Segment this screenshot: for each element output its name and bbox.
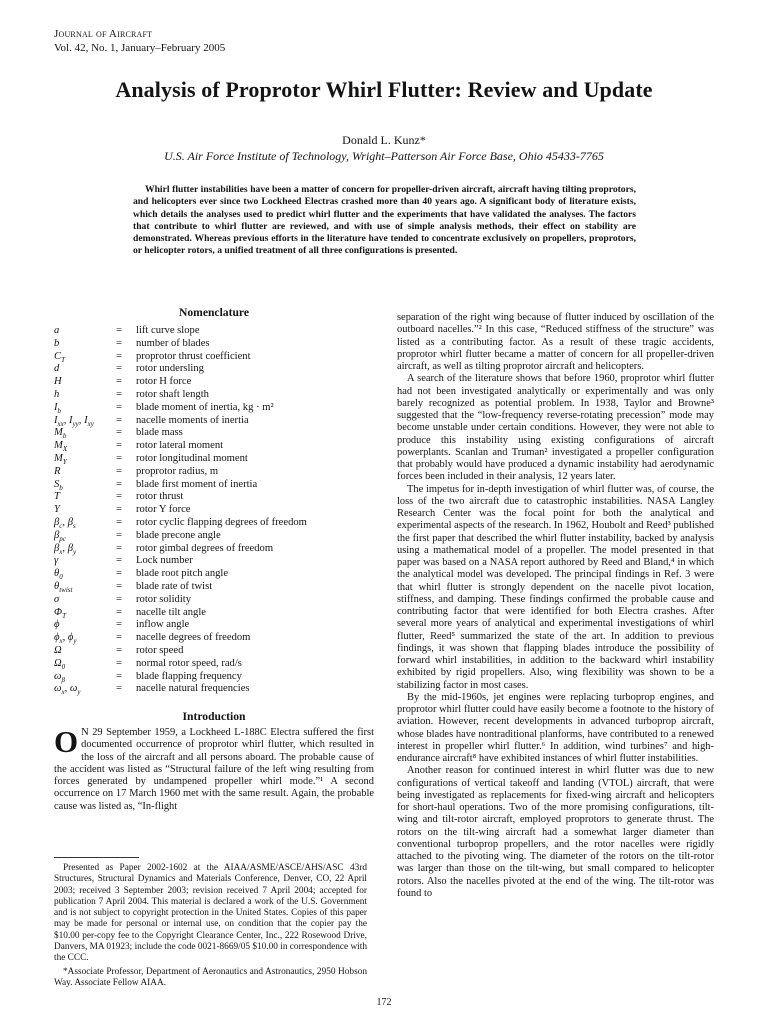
- nomenclature-symbol: h: [54, 388, 60, 400]
- nomenclature-equals: =: [116, 555, 122, 567]
- abstract: Whirl flutter instabilities have been a matter of concern for propeller-driven aircraft, aircraft having tilting proprotors, and helicopters ever since two Lockheed Electras crashed more than 40 years ago. A significant body of literature exists, which details the analyses used to predict whirl flutter and the experiments that have validated the analyses. The factors that contribute to whirl flutter are reviewed, and with use of simple analysis methods, their effect on stability are demonstrated. Whereas previous efforts in the literature have tended to concentrate exclusively on propellers, proprotors, or helicopter rotors, a unified treatment of all three configurations is presented.: [133, 184, 636, 257]
- nomenclature-equals: =: [116, 465, 122, 477]
- nomenclature-row: [54, 543, 374, 556]
- nomenclature-equals: =: [116, 414, 122, 426]
- nomenclature-row: [54, 402, 374, 415]
- nomenclature-definition: rotor longitudinal moment: [136, 452, 248, 464]
- nomenclature-definition: blade moment of inertia, kg · m²: [136, 401, 274, 413]
- nomenclature-symbol: σ: [54, 593, 60, 605]
- right-paragraph-2: A search of the literature shows that before 1960, proprotor whirl flutter had not been investigated analytically or experimentally and was only barely recognized as potential problem. In 1938, Taylor and Browne³ suggested that the “low-frequency reverse-rotating precession” mode may become unstable under certain conditions. However, they were not able to produce this instability using existing configurations of aircraft powerplants. Scanlan and Truman² investigated a propeller configuration that probably would have produced a dynamic instability had aerodynamic forces been included in their analysis, 12 years later.: [397, 373, 714, 483]
- nomenclature-symbol: R: [54, 465, 61, 477]
- nomenclature-definition: rotor shaft length: [136, 388, 209, 400]
- nomenclature-row: [54, 504, 374, 517]
- nomenclature-row: [54, 363, 374, 376]
- nomenclature-row: [54, 415, 374, 428]
- journal-header: [54, 27, 225, 55]
- nomenclature-equals: =: [116, 337, 122, 349]
- nomenclature-row: [54, 427, 374, 440]
- nomenclature-equals: =: [116, 350, 122, 362]
- nomenclature-symbol: $\beta_{pc}$: [54, 529, 66, 543]
- nomenclature-definition: normal rotor speed, rad/s: [136, 657, 242, 669]
- nomenclature-row: [54, 325, 374, 338]
- introduction-paragraph-1: [54, 724, 374, 813]
- nomenclature-symbol: Y: [54, 504, 60, 516]
- nomenclature-equals: =: [116, 568, 122, 580]
- nomenclature-definition: proprotor thrust coefficient: [136, 350, 251, 362]
- nomenclature-symbol: $\beta_x$, $\beta_y$: [54, 542, 77, 556]
- nomenclature-definition: rotor cyclic flapping degrees of freedom: [136, 516, 307, 528]
- nomenclature-row: [54, 658, 374, 671]
- nomenclature-row: [54, 517, 374, 530]
- nomenclature-definition: blade flapping frequency: [136, 670, 242, 682]
- nomenclature-definition: nacelle natural frequencies: [136, 683, 250, 695]
- nomenclature-definition: rotor solidity: [136, 593, 192, 605]
- nomenclature-symbol: $\phi_x$, $\phi_y$: [54, 632, 77, 646]
- nomenclature-definition: rotor gimbal degrees of freedom: [136, 542, 274, 554]
- nomenclature-equals: =: [116, 491, 122, 503]
- nomenclature-definition: rotor undersling: [136, 363, 204, 375]
- nomenclature-symbol: $\beta_c$, $\beta_s$: [54, 516, 76, 531]
- nomenclature-equals: =: [116, 388, 122, 400]
- nomenclature-definition: nacelle tilt angle: [136, 606, 207, 618]
- right-paragraph-4: By the mid-1960s, jet engines were replacing turboprop engines, and proprotor whirl flutter could have easily become a footnote to the history of aviation. However, recent developments in advanced turboprop aircraft, whose blades have nontraditional planforms, have contributed to a renewed interest in propeller whirl flutter.⁶ In addition, wind turbines⁷ and high-endurance aircraft⁸ have exhibited instances of whirl flutter instabilities.: [397, 691, 714, 764]
- nomenclature-symbol: $M_X$: [54, 440, 68, 454]
- nomenclature-symbol: $I_b$: [54, 401, 62, 415]
- footnote-received: Presented as Paper 2002-1602 at the AIAA/ASME/ASCE/AHS/ASC 43rd Structures, Structural Dynamics and Materials Conference, Denver, CO, 22 April 2003; received 3 September 2003; revision received 7 April 2004; accepted for publication 7 April 2004. This material is declared a work of the U.S. Government and is not subject to copyright protection in the United States. Copies of this paper may be made for personal or internal use, on condition that the copier pay the $10.00 per-copy fee to the Copyright Clearance Center, Inc., 222 Rosewood Drive, Danvers, MA 01923; include the code 0021-8669/05 $10.00 in correspondence with the CCC.: [54, 863, 367, 964]
- right-column: [397, 312, 714, 900]
- nomenclature-row: [54, 568, 374, 581]
- nomenclature-symbol: a: [54, 325, 60, 336]
- nomenclature-row: [54, 645, 374, 658]
- right-paragraph-3: The impetus for in-depth investigation of whirl flutter was, of course, the loss of the two aircraft due to catastrophic instabilities. NASA Langley Research Center was the focal point for both the analytical and experimental aspects of the research. In 1962, Houbolt and Reed³ published the first paper that described the whirl flutter instability, backed by analysis using a mathematical model of a propeller. The model presented in that paper was based on a NASA report authored by Reed and Bland,⁴ in which the analytical model was developed. The principal findings in Ref. 3 were that whirl flutter is strongly dependent on the nacelle pivot location, stiffness, and damping. These findings confirmed the probable cause and contributing factor that were identified for both Electra crashes. After several more years of analytical and experimental investigations of whirl flutter, Reed⁵ summarized the state of the art. In addition to previous findings, it was shown that flapping blades introduce the possibility of forward whirl instabilities, in addition to the backward whirl instability exhibited by rigid propellers. Also, wing flexibility was shown to be a stabilizing factor in most cases.: [397, 483, 714, 691]
- nomenclature-symbol: $\Omega_0$: [54, 657, 66, 671]
- nomenclature-symbol: $S_b$: [54, 478, 63, 492]
- right-paragraph-1: separation of the right wing because of flutter induced by oscillation of the outboard nacelles.”² In this case, “Reduced stiffness of the structure” was listed as a contributing factor. As a result of these tragic accidents, proprotor whirl flutter became a matter of concern for all propeller-driven aircraft, as well as tilting proprotor aircraft and helicopters.: [397, 312, 714, 372]
- nomenclature-equals: =: [116, 478, 122, 490]
- nomenclature-row: [54, 389, 374, 402]
- nomenclature-definition: rotor speed: [136, 644, 184, 656]
- nomenclature-symbol: $M_b$: [54, 427, 67, 441]
- nomenclature-equals: =: [116, 516, 122, 528]
- left-column: [54, 306, 374, 813]
- nomenclature-equals: =: [116, 683, 122, 695]
- nomenclature-definition: blade rate of twist: [136, 580, 213, 592]
- nomenclature-definition: blade mass: [136, 427, 183, 439]
- nomenclature-definition: rotor thrust: [136, 491, 184, 503]
- nomenclature-equals: =: [116, 376, 122, 388]
- nomenclature-symbol: $\theta_0$: [54, 568, 63, 582]
- nomenclature-equals: =: [116, 606, 122, 618]
- nomenclature-row: [54, 440, 374, 453]
- nomenclature-definition: rotor Y force: [136, 504, 191, 516]
- right-paragraph-5: Another reason for continued interest in whirl flutter was due to new configurations of vertical takeoff and landing (VTOL) aircraft, that were being investigated as replacements for fixed-wing aircraft and helicopters for short-haul operations. Two of the more promising configurations, tilt-wing and tilt-rotor aircraft, employed proprotors to generate thrust. The rotors on the tilt-wing aircraft had a somewhat larger diameter than conventional turboprop propellers, and the rotor nacelles were rigidly attached to the pivoting wing. The diameter of the rotors on the tilt-rotor was larger than those on the tilt-wing, but small compared to helicopter rotors. Also the nacelles pivoted at the end of the wing. The tilt-rotor was found to: [397, 765, 714, 899]
- journal-issue: Vol. 42, No. 1, January–February 2005: [54, 42, 226, 54]
- nomenclature-equals: =: [116, 452, 122, 464]
- nomenclature-equals: =: [116, 580, 122, 592]
- nomenclature-row: [54, 338, 374, 351]
- nomenclature-list: [54, 325, 374, 696]
- nomenclature-symbol: γ: [54, 555, 59, 567]
- nomenclature-symbol: ϕ: [54, 619, 60, 631]
- nomenclature-row: [54, 351, 374, 364]
- nomenclature-definition: proprotor radius, m: [136, 465, 219, 477]
- nomenclature-equals: =: [116, 670, 122, 682]
- nomenclature-row: [54, 491, 374, 504]
- nomenclature-equals: =: [116, 504, 122, 516]
- nomenclature-symbol: H: [54, 376, 62, 388]
- nomenclature-row: [54, 619, 374, 632]
- nomenclature-equals: =: [116, 593, 122, 605]
- nomenclature-equals: =: [116, 325, 122, 336]
- nomenclature-row: [54, 530, 374, 543]
- nomenclature-equals: =: [116, 632, 122, 644]
- nomenclature-symbol: $I_{xx}$, $I_{yy}$, $I_{xy}$: [54, 414, 94, 428]
- nomenclature-row: [54, 683, 374, 696]
- nomenclature-equals: =: [116, 427, 122, 439]
- nomenclature-definition: nacelle moments of inertia: [136, 414, 249, 426]
- nomenclature-equals: =: [116, 657, 122, 669]
- introduction-paragraph-1-text: N 29 September 1959, a Lockheed L-188C Electra suffered the first documented occurrence of proprotor whirl flutter, which resulted in the loss of the aircraft and all persons aboard. The probable cause of the accident was listed as “Structural failure of the left wing resulting from forces generated by undampened propeller whirl mode.”¹ A second occurrence on 17 March 1960 met with the same result. Again, the probable cause was listed as, “In-flight: [54, 727, 374, 812]
- footnote-author: *Associate Professor, Department of Aeronautics and Astronautics, 2950 Hobson Way. Associate Fellow AIAA.: [54, 967, 367, 989]
- nomenclature-row: [54, 671, 374, 684]
- nomenclature-definition: blade first moment of inertia: [136, 478, 258, 490]
- nomenclature-heading: Nomenclature: [179, 306, 249, 319]
- nomenclature-definition: nacelle degrees of freedom: [136, 632, 251, 644]
- nomenclature-definition: rotor H force: [136, 376, 192, 388]
- nomenclature-definition: inflow angle: [136, 619, 190, 631]
- nomenclature-row: [54, 376, 374, 389]
- drop-cap: O: [54, 724, 79, 760]
- author-affiliation: U.S. Air Force Institute of Technology, Wright–Patterson Air Force Base, Ohio 45433-7765: [164, 149, 604, 163]
- nomenclature-definition: number of blades: [136, 337, 210, 349]
- nomenclature-row: [54, 632, 374, 645]
- nomenclature-equals: =: [116, 401, 122, 413]
- footnote-rule: [54, 857, 139, 858]
- nomenclature-row: [54, 479, 374, 492]
- nomenclature-equals: =: [116, 529, 122, 541]
- nomenclature-equals: =: [116, 644, 122, 656]
- author-name: Donald L. Kunz*: [342, 133, 426, 147]
- nomenclature-symbol: $M_Y$: [54, 452, 67, 467]
- nomenclature-symbol: $\omega_x$, $\omega_y$: [54, 683, 81, 697]
- nomenclature-symbol: $\Phi_T$: [54, 606, 66, 620]
- nomenclature-symbol: Ω: [54, 644, 62, 656]
- nomenclature-symbol: $C_T$: [54, 350, 65, 364]
- nomenclature-symbol: T: [54, 491, 60, 503]
- nomenclature-equals: =: [116, 619, 122, 631]
- nomenclature-symbol: $\theta_{twist}$: [54, 580, 73, 595]
- nomenclature-symbol: d: [54, 363, 60, 375]
- paper-title: Analysis of Proprotor Whirl Flutter: Review and Update: [115, 77, 653, 102]
- nomenclature-row: [54, 594, 374, 607]
- nomenclature-definition: Lock number: [136, 555, 193, 567]
- nomenclature-definition: rotor lateral moment: [136, 440, 224, 452]
- introduction-heading: Introduction: [182, 710, 246, 724]
- nomenclature-row: [54, 581, 374, 594]
- nomenclature-equals: =: [116, 542, 122, 554]
- nomenclature-row: [54, 453, 374, 466]
- nomenclature-row: [54, 607, 374, 620]
- nomenclature-symbol: $\omega_\beta$: [54, 670, 65, 684]
- nomenclature-equals: =: [116, 440, 122, 452]
- nomenclature-row: [54, 466, 374, 479]
- page-number: 172: [376, 997, 392, 1008]
- nomenclature-symbol: b: [54, 337, 60, 349]
- nomenclature-definition: blade root pitch angle: [136, 568, 229, 580]
- journal-name: Journal of Aircraft: [54, 28, 153, 40]
- nomenclature-equals: =: [116, 363, 122, 375]
- nomenclature-definition: lift curve slope: [136, 325, 200, 336]
- nomenclature-definition: blade precone angle: [136, 529, 221, 541]
- nomenclature-row: [54, 555, 374, 568]
